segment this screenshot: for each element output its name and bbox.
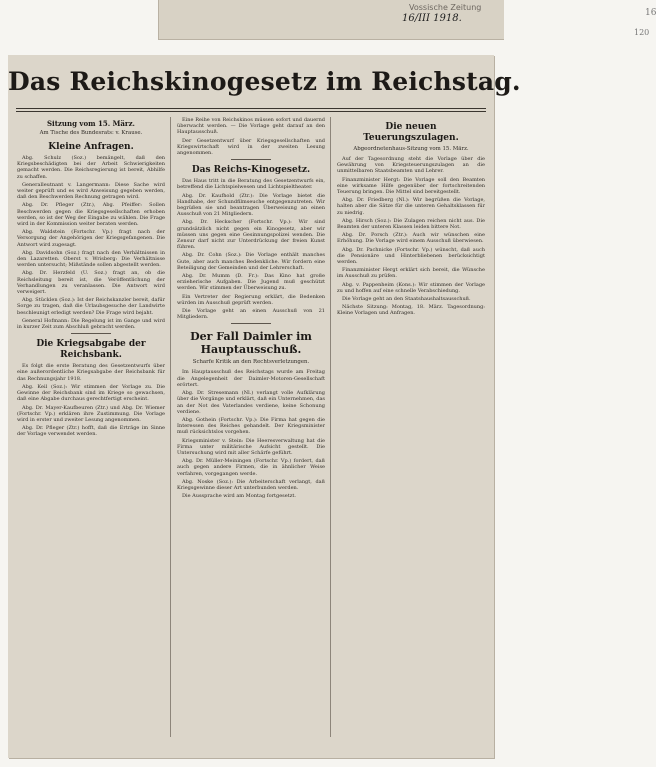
paragraph: Abg. Dr. Cohn (Soz.): Die Vorlage enthält manches Gute, aber auch manches Bedenkliche. Wir fordern eine Beteiligung der Gemeinden und der Lehrerschaft. bbox=[177, 252, 325, 271]
section-heading: Die Kriegsabgabe der Reichsbank. bbox=[36, 339, 146, 361]
archive-label bbox=[158, 0, 656, 40]
paragraph: Abg. Dr. Stresemann (Nl.) verlangt volle Aufklärung über die Vorgänge und erklärt, daß ein Unternehmen, das an der Not des Vaterlandes verdiene, keine Schonung verdiene. bbox=[177, 390, 325, 415]
paragraph: Abg. Stücklen (Soz.): Ist der Reichskanzler bereit, dafür Sorge zu tragen, daß die Urlaubsgesuche der Landwirte beschleunigt erledigt werden? Die Frage wird bejaht. bbox=[17, 297, 165, 316]
paragraph: Abg. Keil (Soz.): Wir stimmen der Vorlage zu. Die Gewinne der Reichsbank sind im Kriege so gewachsen, daß eine Abgabe durchaus gerechtfertigt erscheint. bbox=[17, 383, 165, 403]
paragraph: Abg. Dr. Mayer-Kaufbeuren (Ztr.) und Abg. Dr. Wiemer (Fortschr. Vp.) erklären ihre Zustimmung. Die Vorlage wird in erster und zweiter Lesung angenommen. bbox=[17, 404, 165, 423]
column-1 bbox=[17, 117, 165, 745]
paragraph: Eine Reihe von Reichskinos müssen sofort und dauernd überwacht werden. — Die Vorlage geht darauf an den Hauptausschuß. bbox=[177, 117, 325, 136]
paragraph: Die Aussprache wird am Montag fortgesetzt. bbox=[182, 493, 296, 500]
section-heading: Die neuen Teuerungszulagen. bbox=[363, 122, 459, 143]
section-heading: Das Reichs-Kinogesetz. bbox=[191, 165, 311, 176]
paragraph: Generalleutnant v. Langermann: Diese Sache wird weiter geprüft und es wird Anweisung gegeben werden, daß den Beschwerden Rechnung getragen wird. bbox=[17, 181, 165, 201]
paragraph: Abg. Waldstein (Fortschr. Vp.) fragt nach der Versorgung der Angehörigen der Kriegsgefangenen. Die Antwort wird zugesagt. bbox=[17, 229, 165, 248]
column-3 bbox=[337, 117, 485, 745]
paragraph: Das Haus tritt in die Beratung des Gesetzentwurfs ein, betreffend die Lichtspielwesen und Lichtspieltheater. bbox=[177, 178, 325, 191]
paragraph: Abg. Noske (Soz.): Die Arbeiterschaft verlangt, daß Kriegsgewinne dieser Art unterbunden werden. bbox=[177, 478, 325, 491]
paragraph: Die Vorlage geht an den Staatshaushaltsausschuß. bbox=[342, 296, 471, 303]
paragraph: Abg. Dr. Herzfeld (U. Soz.) fragt an, ob die Reichsleitung bereit ist, die Veröffentlichung der Verhandlungen zu veranlassen. Die Antwort wird verweigert. bbox=[17, 270, 165, 296]
column-2 bbox=[177, 117, 325, 745]
paragraph: Abg. Dr. Müller-Meiningen (Fortschr. Vp.) fordert, daß auch gegen andere Firmen, die in ähnlicher Weise verfahren, vorgegangen werde. bbox=[177, 458, 325, 477]
paragraph: Abg. Dr. Pfleger (Ztr.) hofft, daß die Erträge im Sinne der Vorlage verwendet werden. bbox=[17, 425, 165, 438]
paragraph: Abg. Dr. Kaufhold (Ztr.): Die Vorlage bietet die Handhabe, der Schundfilmseuche entgegenzutreten. Wir begrüßen sie und beantragen Überweisung an einen Ausschuß von 21 Mitgliedern. bbox=[177, 192, 325, 218]
paragraph: Kriegsminister v. Stein: Die Heeresverwaltung hat die Firma unter militärische Aufsicht gestellt. Die Untersuchung wird mit aller Schärfe geführt. bbox=[177, 437, 325, 456]
paragraph: Abg. Dr. Pfleger (Ztr.), Abg. Pfeiffer: Sollen Beschwerden gegen die Kriegsgesellschaften erhoben werden, so ist der Weg der Eingabe zu wählen. Die Frage wird in der Kommission weiter beraten werden. bbox=[17, 202, 165, 228]
session-subtitle: Am Tische des Bundesrats: v. Krause. bbox=[39, 130, 143, 136]
newspaper-name: Vossische Zeitung bbox=[409, 3, 482, 12]
paragraph: Abg. Dr. Mumm (D. Fr.): Das Kino hat große erzieherische Aufgaben. Die Jugend muß geschützt werden. Wir stimmen der Überweisung zu. bbox=[177, 273, 325, 292]
paragraph: Es folgt die erste Beratung des Gesetzentwurfs über eine außerordentliche Kriegsabgabe der Reichsbank für das Rechnungsjahr 1918. bbox=[17, 363, 165, 382]
archive-number-secondary: 120 bbox=[634, 28, 650, 37]
paragraph: Abg. Dr. Pachnicke (Fortschr. Vp.) wünscht, daß auch die Pensionäre und Hinterbliebenen berücksichtigt werden. bbox=[337, 246, 485, 266]
newspaper-clipping bbox=[8, 55, 521, 758]
paragraph: General Hofmann: Die Regelung ist im Gange und wird in kurzer Zeit zum Abschluß gebracht werden. bbox=[17, 317, 165, 331]
paragraph: Im Hauptausschuß des Reichstags wurde am Freitag die Angelegenheit der Daimler-Motoren-Gesellschaft erörtert. bbox=[177, 369, 325, 388]
section-subtitle: Abgeordnetenhaus-Sitzung vom 15. März. bbox=[353, 146, 469, 152]
paragraph: Abg. Dr. Heckscher (Fortschr. Vp.): Wir sind grundsätzlich nicht gegen ein Kinogesetz, aber wir müssen uns gegen eine Gesinnungspolizei wenden. Die Zensur darf nicht zur Unterdrückung der freien Kunst führen. bbox=[177, 219, 325, 251]
paragraph: Der Gesetzentwurf über Kriegsgesellschaften und Kriegswirtschaft wird in der zweiten Lesung angenommen. bbox=[177, 137, 325, 157]
column-separator bbox=[330, 117, 331, 737]
paragraph: Abg. Gothein (Fortschr. Vp.): Die Firma hat gegen die Interessen des Reiches gehandelt. Der Kriegsminister muß rücksichtslos vorgehen. bbox=[177, 416, 325, 436]
paragraph: Auf der Tagesordnung steht die Vorlage über die Gewährung von Kriegsteuerungszulagen an die unmittelbaren Staatsbeamten und Lehrer. bbox=[337, 156, 485, 175]
paragraph: Abg. Schulz (Soz.) bemängelt, daß den Kriegsbeschädigten bei der Arbeit Schwierigkeiten gemacht werden. Die Reichsregierung ist bereit, Abhilfe zu schaffen. bbox=[17, 155, 165, 180]
archive-number: 16 bbox=[645, 8, 656, 18]
paragraph: Finanzminister Hergt erklärt sich bereit, die Wünsche im Ausschuß zu prüfen. bbox=[337, 267, 485, 280]
headline-rule-bottom bbox=[16, 111, 486, 112]
section-subtitle: Scharfe Kritik an den Rechtsverletzungen. bbox=[192, 359, 310, 366]
paragraph: Abg. Dr. Friedberg (Nl.): Wir begrüßen die Vorlage, halten aber die Sätze für die unteren Gehaltsklassen für zu niedrig. bbox=[337, 197, 485, 216]
headline-rule-top bbox=[16, 108, 486, 109]
section-divider bbox=[71, 333, 111, 334]
paragraph: Abg. Hirsch (Soz.): Die Zulagen reichen nicht aus. Die Beamten der unteren Klassen leiden bittere Not. bbox=[337, 217, 485, 231]
headline: Das Reichskinogesetz im Reichstag. bbox=[8, 67, 521, 96]
paragraph: Abg. Davidsohn (Soz.) fragt nach den Verhältnissen in den Lazaretten. Oberst v. Wrisberg: Die Verhältnisse werden untersucht; Mißstände sollen abgestellt werden. bbox=[17, 249, 165, 269]
paragraph: Ein Vertreter der Regierung erklärt, die Bedenken würden im Ausschuß geprüft werden. bbox=[177, 293, 325, 306]
paragraph: Nächste Sitzung: Montag, 18. März. Tagesordnung: Kleine Vorlagen und Anfragen. bbox=[337, 304, 485, 317]
archive-date: 16/III 1918. bbox=[402, 13, 462, 24]
section-heading: Kleine Anfragen. bbox=[48, 142, 134, 152]
paragraph: Die Vorlage geht an einen Ausschuß von 21 Mitgliedern. bbox=[177, 308, 325, 321]
paragraph: Abg. v. Pappenheim (Kons.): Wir stimmen der Vorlage zu und hoffen auf eine schnelle Verabschiedung. bbox=[337, 281, 485, 294]
column-separator bbox=[170, 117, 171, 737]
section-divider bbox=[231, 323, 271, 324]
session-heading: Sitzung vom 15. März. bbox=[46, 119, 135, 128]
section-heading: Der Fall Daimler im Hauptausschuß. bbox=[190, 330, 312, 357]
paragraph: Abg. Dr. Porsch (Ztr.): Auch wir wünschen eine Erhöhung. Die Vorlage wird einem Ausschuß überwiesen. bbox=[337, 232, 485, 245]
section-divider bbox=[231, 159, 271, 160]
paragraph: Finanzminister Hergt: Die Vorlage soll den Beamten eine wirksame Hilfe gegenüber der fortschreitenden Teuerung bringen. Die Mittel sind bereitgestellt. bbox=[337, 176, 485, 196]
